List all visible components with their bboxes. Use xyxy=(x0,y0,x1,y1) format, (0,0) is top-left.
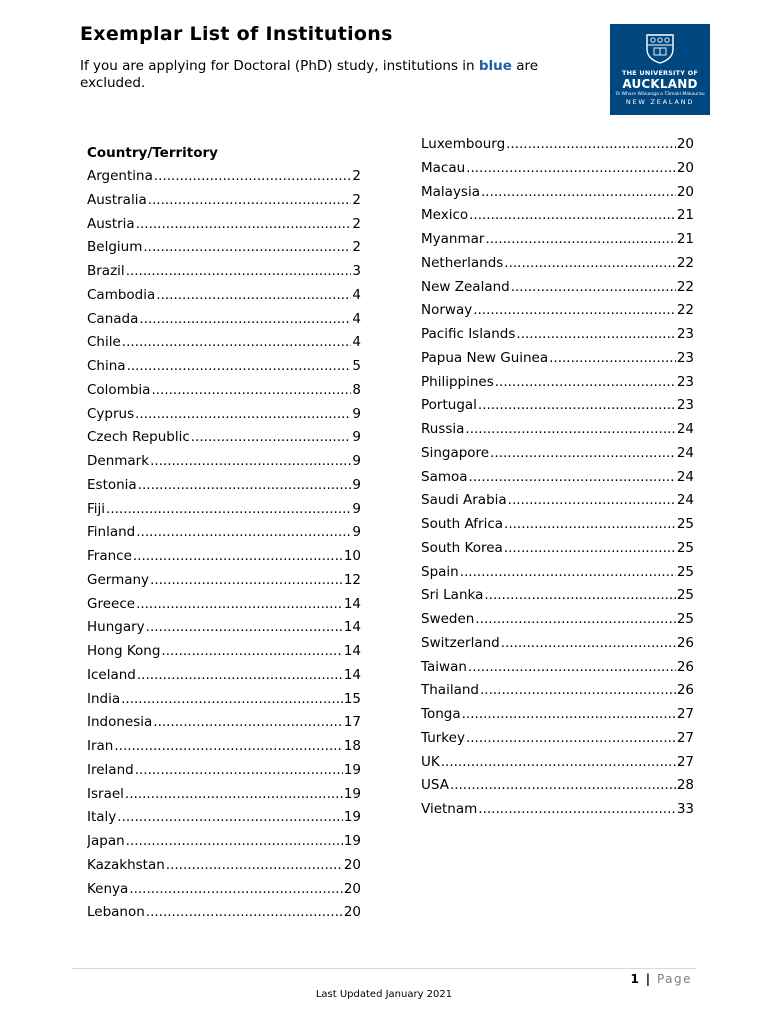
toc-entry xyxy=(421,656,694,680)
toc-leader-dots xyxy=(156,284,351,308)
toc-entry xyxy=(421,537,694,561)
toc-leader-dots xyxy=(481,181,676,205)
toc-entry-country: Germany xyxy=(87,571,150,588)
toc-leader-dots xyxy=(466,157,676,181)
toc-entry-country: Italy xyxy=(87,809,117,826)
toc-entry-country: UK xyxy=(421,753,440,770)
toc-entry-page: 9 xyxy=(352,429,361,446)
intro-after: are excluded. xyxy=(80,58,539,91)
toc-entry-country: Cyprus xyxy=(87,405,135,422)
toc-entry xyxy=(87,759,361,783)
toc-entry xyxy=(87,711,361,735)
toc-entry xyxy=(421,181,694,205)
toc-leader-dots xyxy=(191,426,352,450)
toc-entry xyxy=(87,355,361,379)
toc-leader-dots xyxy=(475,608,675,632)
toc-entry xyxy=(421,228,694,252)
toc-entry-page: 5 xyxy=(352,358,361,374)
toc-entry xyxy=(421,299,694,323)
toc-entry-country: Hong Kong xyxy=(87,643,161,659)
toc-entry-page: 26 xyxy=(676,658,694,675)
toc-leader-dots xyxy=(136,521,351,545)
toc-leader-dots xyxy=(146,616,343,640)
toc-entry-country: South Africa xyxy=(421,516,504,532)
toc-leader-dots xyxy=(450,774,676,798)
toc-entry-page: 20 xyxy=(676,136,694,152)
toc-entry xyxy=(87,426,361,450)
toc-entry-country: Belgium xyxy=(87,239,143,256)
toc-entry-country: Philippines xyxy=(421,373,494,390)
toc-entry xyxy=(87,640,361,664)
toc-entry-country: Fiji xyxy=(87,500,106,517)
toc-entry-page: 2 xyxy=(352,191,361,208)
toc-entry-country: Saudi Arabia xyxy=(421,492,507,509)
toc-leader-dots xyxy=(121,688,343,712)
toc-leader-dots xyxy=(466,727,676,751)
toc-leader-dots xyxy=(460,561,676,585)
toc-entry-country: Pacific Islands xyxy=(421,326,516,342)
logo-line-4: NEW ZEALAND xyxy=(625,98,695,106)
toc-entry xyxy=(421,751,694,775)
toc-entry xyxy=(87,688,361,712)
toc-leader-dots xyxy=(504,537,676,561)
logo-line-2: AUCKLAND xyxy=(622,77,698,91)
toc-entry xyxy=(87,403,361,427)
toc-entry-country: Malaysia xyxy=(421,183,480,200)
toc-leader-dots xyxy=(148,189,352,213)
footer-page-number xyxy=(631,972,692,986)
toc-entry-country: Netherlands xyxy=(421,254,504,271)
toc-entry xyxy=(421,679,694,703)
toc-entry xyxy=(87,593,361,617)
toc-entry xyxy=(421,489,694,513)
toc-entry-country: Norway xyxy=(421,302,473,319)
toc-leader-dots xyxy=(465,418,675,442)
toc-entry xyxy=(87,165,361,189)
toc-leader-dots xyxy=(143,236,351,260)
toc-entry xyxy=(421,347,694,371)
toc-leader-dots xyxy=(501,632,676,656)
toc-entry xyxy=(87,189,361,213)
toc-leader-dots xyxy=(136,593,343,617)
toc-entry-page: 25 xyxy=(676,587,694,604)
toc-entry-page: 2 xyxy=(352,239,361,256)
toc-entry-page: 24 xyxy=(676,492,694,509)
toc-entry-page: 18 xyxy=(343,738,361,754)
toc-entry-country: Indonesia xyxy=(87,714,153,731)
toc-entry xyxy=(421,703,694,727)
toc-leader-dots xyxy=(469,466,676,490)
toc-entry xyxy=(421,323,694,347)
toc-entry xyxy=(421,157,694,181)
toc-leader-dots xyxy=(506,133,676,157)
toc-entry-country: Denmark xyxy=(87,453,150,469)
toc-entry xyxy=(87,569,361,593)
toc-entry-page: 4 xyxy=(352,310,361,327)
toc-entry xyxy=(87,474,361,498)
logo-line-3: Te Whare Wānanga o Tāmaki Makaurau xyxy=(615,92,705,97)
toc-entry-page: 19 xyxy=(343,809,361,826)
toc-entry-page: 19 xyxy=(343,785,361,802)
toc-entry-page: 9 xyxy=(352,405,361,422)
toc-entry-page: 24 xyxy=(676,444,694,461)
toc-entry-page: 9 xyxy=(352,524,361,541)
toc-entry-page: 24 xyxy=(676,468,694,485)
toc-entry-page: 20 xyxy=(343,880,361,897)
toc-entry-country: Czech Republic xyxy=(87,429,190,446)
toc-entry-country: Kazakhstan xyxy=(87,856,165,873)
toc-leader-dots xyxy=(484,584,675,608)
toc-entry xyxy=(87,783,361,807)
toc-leader-dots xyxy=(161,640,342,664)
toc-leader-dots xyxy=(136,213,352,237)
toc-leader-dots xyxy=(549,347,676,371)
toc-entry-page: 20 xyxy=(343,904,361,921)
intro-text xyxy=(80,58,600,92)
toc-entry-page: 4 xyxy=(352,286,361,303)
toc-leader-dots xyxy=(485,228,675,252)
toc-entry xyxy=(87,878,361,902)
toc-entry xyxy=(87,379,361,403)
toc-entry-page: 19 xyxy=(343,833,361,849)
toc-entry-page: 23 xyxy=(676,373,694,390)
toc-entry xyxy=(421,252,694,276)
toc-entry-country: Ireland xyxy=(87,761,134,778)
toc-entry-country: Taiwan xyxy=(421,658,467,675)
toc-leader-dots xyxy=(129,878,343,902)
toc-entry xyxy=(87,450,361,474)
toc-entry-country: Hungary xyxy=(87,619,145,636)
toc-entry-page: 33 xyxy=(676,801,694,817)
toc-entry-page: 26 xyxy=(676,682,694,699)
toc-entry-page: 15 xyxy=(343,690,361,707)
toc-entry-page: 20 xyxy=(343,856,361,873)
toc-leader-dots xyxy=(473,299,676,323)
toc-entry-page: 9 xyxy=(352,453,361,469)
toc-entry-country: Russia xyxy=(421,421,465,437)
toc-entry-country: New Zealand xyxy=(421,278,510,295)
toc-leader-dots xyxy=(150,450,351,474)
toc-entry-page: 14 xyxy=(343,643,361,659)
toc-leader-dots xyxy=(508,489,676,513)
toc-entry-country: Macau xyxy=(421,159,466,176)
toc-entry-page: 26 xyxy=(676,634,694,651)
toc-entry-country: Myanmar xyxy=(421,231,485,247)
footer-divider xyxy=(72,968,696,969)
toc-entry xyxy=(421,774,694,798)
toc-entry xyxy=(87,545,361,569)
toc-leader-dots xyxy=(126,260,352,284)
toc-heading: Country/Territory xyxy=(87,145,218,161)
toc-entry-page: 2 xyxy=(352,168,361,184)
toc-leader-dots xyxy=(137,664,343,688)
toc-leader-dots xyxy=(154,165,352,189)
toc-leader-dots xyxy=(150,569,343,593)
university-logo xyxy=(610,24,710,115)
toc-entry-page: 27 xyxy=(676,729,694,746)
document-title: Exemplar List of Institutions xyxy=(80,23,393,45)
toc-entry-country: Luxembourg xyxy=(421,136,506,152)
toc-entry xyxy=(421,133,694,157)
toc-leader-dots xyxy=(166,854,343,878)
toc-leader-dots xyxy=(151,379,351,403)
toc-entry xyxy=(87,284,361,308)
toc-leader-dots xyxy=(146,901,343,925)
toc-entry-country: France xyxy=(87,548,132,564)
toc-leader-dots xyxy=(106,498,351,522)
toc-entry-country: Spain xyxy=(421,563,459,580)
toc-entry-country: Austria xyxy=(87,215,135,232)
toc-entry xyxy=(87,260,361,284)
toc-leader-dots xyxy=(504,252,676,276)
toc-entry xyxy=(87,213,361,237)
toc-entry-country: Samoa xyxy=(421,468,468,485)
toc-entry-country: Tonga xyxy=(421,706,461,722)
toc-entry-country: Chile xyxy=(87,334,121,351)
toc-entry-page: 23 xyxy=(676,326,694,342)
toc-entry-page: 22 xyxy=(676,254,694,271)
toc-leader-dots xyxy=(441,751,676,775)
toc-entry xyxy=(421,442,694,466)
toc-entry xyxy=(421,798,694,822)
toc-entry-country: South Korea xyxy=(421,539,503,556)
toc-entry-country: Turkey xyxy=(421,729,465,746)
toc-entry-page: 14 xyxy=(343,619,361,636)
toc-entry xyxy=(421,204,694,228)
toc-leader-dots xyxy=(478,798,676,822)
toc-entry xyxy=(87,664,361,688)
toc-entry xyxy=(421,632,694,656)
toc-entry-country: Cambodia xyxy=(87,286,156,303)
logo-line-1: THE UNIVERSITY OF xyxy=(621,69,699,77)
toc-entry-country: Brazil xyxy=(87,263,125,279)
toc-entry-page: 20 xyxy=(676,183,694,200)
toc-entry-page: 25 xyxy=(676,539,694,556)
toc-entry xyxy=(421,513,694,537)
toc-entry-page: 19 xyxy=(343,761,361,778)
toc-entry xyxy=(421,418,694,442)
toc-entry-country: Iceland xyxy=(87,666,136,683)
toc-leader-dots xyxy=(135,403,351,427)
toc-entry-page: 25 xyxy=(676,563,694,580)
toc-right-column xyxy=(421,133,694,822)
toc-entry xyxy=(421,276,694,300)
toc-entry-page: 10 xyxy=(343,548,361,564)
toc-leader-dots xyxy=(126,830,343,854)
toc-entry-page: 24 xyxy=(676,421,694,437)
toc-entry-country: Singapore xyxy=(421,444,490,461)
toc-entry xyxy=(87,236,361,260)
toc-entry-page: 23 xyxy=(676,349,694,366)
toc-entry-country: Australia xyxy=(87,191,147,208)
toc-entry xyxy=(87,854,361,878)
toc-entry xyxy=(421,394,694,418)
toc-entry-page: 9 xyxy=(352,500,361,517)
toc-entry-country: Papua New Guinea xyxy=(421,349,549,366)
toc-entry-page: 14 xyxy=(343,595,361,612)
toc-entry xyxy=(87,331,361,355)
toc-leader-dots xyxy=(490,442,676,466)
toc-entry xyxy=(421,466,694,490)
toc-entry-page: 27 xyxy=(676,753,694,770)
page-number: 1 xyxy=(630,972,641,986)
toc-entry-country: Vietnam xyxy=(421,801,478,817)
intro-before: If you are applying for Doctoral (PhD) study, institutions in xyxy=(80,58,475,74)
toc-entry-country: China xyxy=(87,358,126,374)
toc-entry-page: 28 xyxy=(676,777,694,794)
toc-entry-page: 14 xyxy=(343,666,361,683)
toc-entry-country: Japan xyxy=(87,833,125,849)
toc-entry xyxy=(87,735,361,759)
toc-right-list xyxy=(421,133,694,822)
toc-leader-dots xyxy=(504,513,676,537)
toc-entry xyxy=(87,806,361,830)
toc-leader-dots xyxy=(462,703,676,727)
toc-entry-country: Finland xyxy=(87,524,136,541)
toc-entry xyxy=(421,584,694,608)
toc-leader-dots xyxy=(127,355,352,379)
toc-leader-dots xyxy=(122,331,352,355)
toc-entry-country: USA xyxy=(421,777,449,794)
toc-entry xyxy=(87,521,361,545)
toc-entry-country: Canada xyxy=(87,310,139,327)
toc-entry xyxy=(87,498,361,522)
toc-entry-page: 17 xyxy=(343,714,361,731)
toc-entry-page: 3 xyxy=(352,263,361,279)
toc-left-list xyxy=(87,165,361,925)
toc-entry xyxy=(421,371,694,395)
toc-leader-dots xyxy=(495,371,676,395)
toc-entry-country: Thailand xyxy=(421,682,479,699)
toc-leader-dots xyxy=(117,806,343,830)
toc-entry xyxy=(87,901,361,925)
toc-leader-dots xyxy=(133,545,343,569)
toc-entry xyxy=(421,561,694,585)
toc-leader-dots xyxy=(125,783,343,807)
crest-icon xyxy=(646,34,674,64)
toc-leader-dots xyxy=(139,308,351,332)
toc-entry-country: Lebanon xyxy=(87,904,145,921)
toc-leader-dots xyxy=(516,323,675,347)
toc-entry-page: 9 xyxy=(352,476,361,493)
toc-entry-country: Portugal xyxy=(421,397,477,414)
page-separator: | xyxy=(645,972,652,986)
toc-entry-country: Kenya xyxy=(87,880,129,897)
toc-entry-page: 2 xyxy=(352,215,361,232)
toc-entry-country: Greece xyxy=(87,595,136,612)
toc-entry-page: 20 xyxy=(676,159,694,176)
toc-entry xyxy=(87,308,361,332)
toc-entry-country: Estonia xyxy=(87,476,137,493)
toc-entry-country: Colombia xyxy=(87,381,151,398)
toc-entry xyxy=(421,608,694,632)
toc-leader-dots xyxy=(114,735,342,759)
toc-entry-country: India xyxy=(87,690,121,707)
toc-leader-dots xyxy=(480,679,676,703)
toc-entry-country: Mexico xyxy=(421,207,469,224)
toc-entry-page: 21 xyxy=(676,207,694,224)
toc-leader-dots xyxy=(469,204,676,228)
toc-entry-page: 8 xyxy=(352,381,361,398)
toc-leader-dots xyxy=(511,276,676,300)
toc-entry-page: 25 xyxy=(676,611,694,627)
toc-entry-page: 27 xyxy=(676,706,694,722)
toc-leader-dots xyxy=(153,711,343,735)
toc-entry-country: Argentina xyxy=(87,168,153,184)
toc-leader-dots xyxy=(138,474,352,498)
intro-highlight-blue: blue xyxy=(478,58,512,74)
toc-left-column xyxy=(87,141,361,925)
toc-entry-country: Sri Lanka xyxy=(421,587,484,604)
toc-leader-dots xyxy=(135,759,343,783)
toc-entry-page: 22 xyxy=(676,302,694,319)
toc-entry xyxy=(421,727,694,751)
toc-leader-dots xyxy=(478,394,676,418)
toc-entry-country: Switzerland xyxy=(421,634,500,651)
toc-entry xyxy=(87,616,361,640)
last-updated: Last Updated January 2021 xyxy=(315,989,453,1000)
toc-entry-country: Israel xyxy=(87,785,124,802)
toc-entry-country: Sweden xyxy=(421,611,475,627)
page-label: Page xyxy=(656,972,692,986)
toc-entry-page: 23 xyxy=(676,397,694,414)
toc-entry-page: 4 xyxy=(352,334,361,351)
toc-entry-page: 22 xyxy=(676,278,694,295)
toc-leader-dots xyxy=(468,656,676,680)
toc-entry-country: Iran xyxy=(87,738,114,754)
toc-entry-page: 21 xyxy=(676,231,694,247)
toc-entry-page: 25 xyxy=(676,516,694,532)
toc-entry-page: 12 xyxy=(343,571,361,588)
toc-entry xyxy=(87,830,361,854)
